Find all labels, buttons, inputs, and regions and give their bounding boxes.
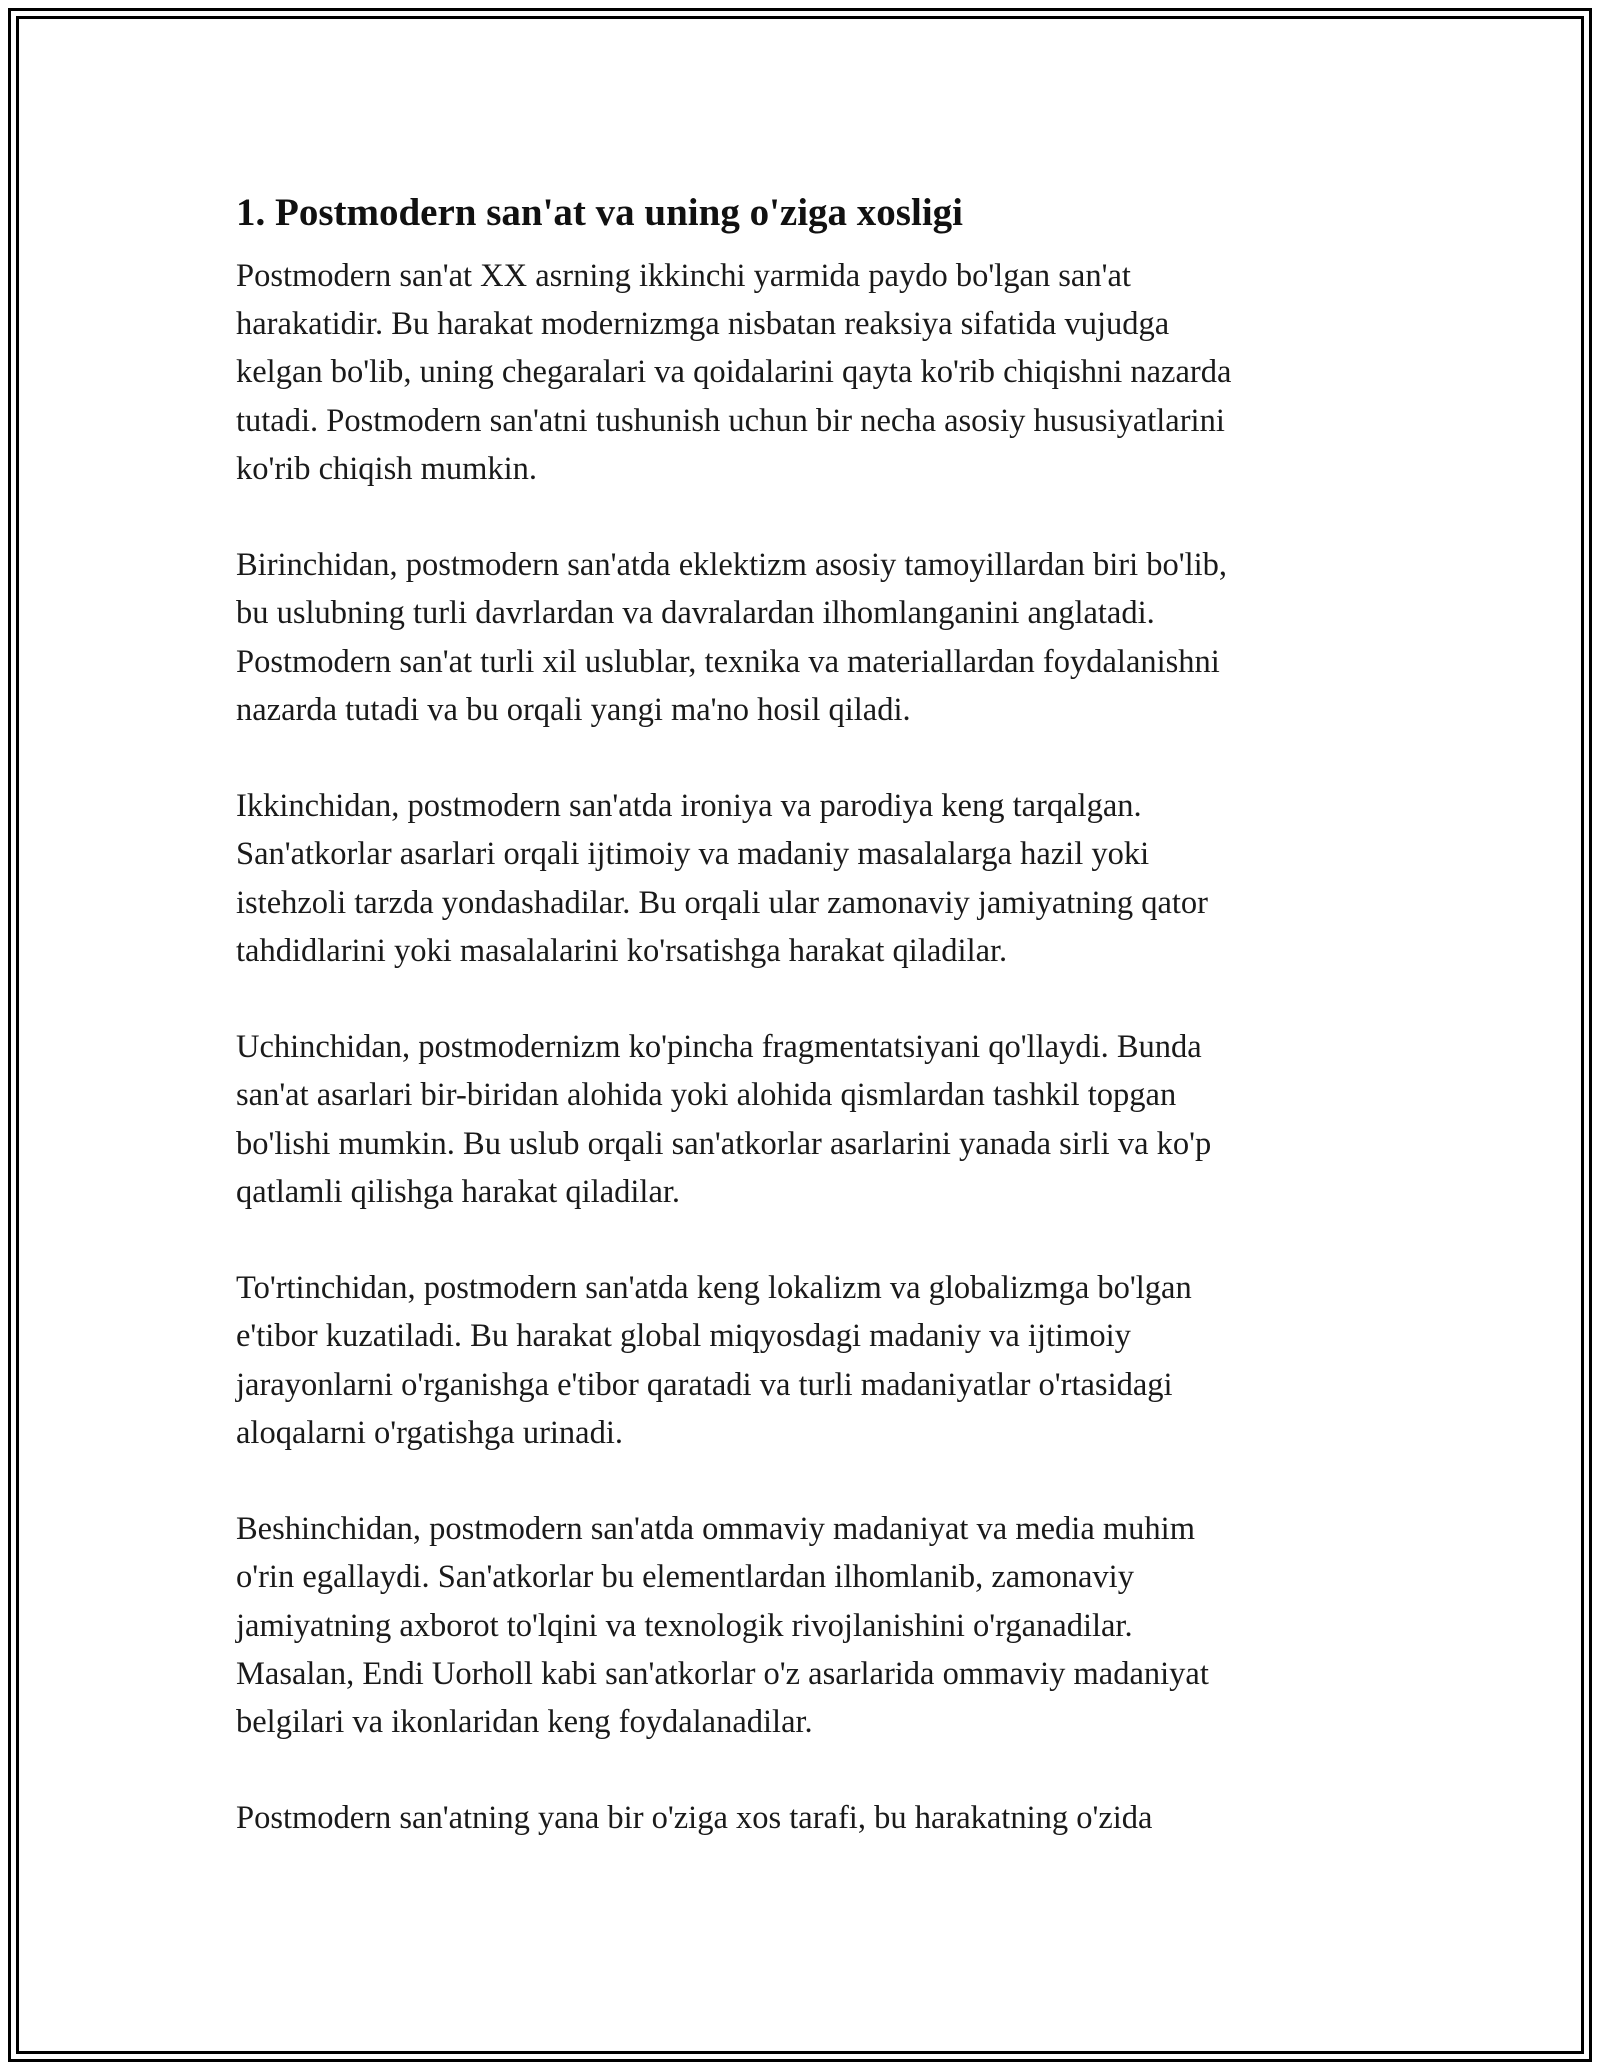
paragraph-line: tutadi. Postmodern san'atni tushunish uchun bir necha asosiy hususiyatlarini (236, 402, 1225, 439)
paragraph-list (236, 252, 1366, 1843)
paragraph-line: Postmodern san'at XX asrning ikkinchi yarmida paydo bo'lgan san'at (236, 258, 1131, 294)
paragraph-line: To'rtinchidan, postmodern san'atda keng lokalizm va globalizmga bo'lgan (236, 1270, 1192, 1307)
paragraph-line: istehzoli tarzda yondashadilar. Bu orqali ular zamonaviy jamiyatning qator (236, 884, 1209, 921)
paragraph-line: Beshinchidan, postmodern san'atda ommaviy madaniyat va media muhim (236, 1511, 1195, 1548)
paragraph-line: bo'lishi mumkin. Bu uslub orqali san'atkorlar asarlarini yanada sirli va ko'p (236, 1125, 1212, 1162)
paragraph (236, 1023, 1366, 1216)
paragraph (236, 782, 1366, 975)
paragraph-line: jarayonlarni o'rganishga e'tibor qaratadi va turli madaniyatlar o'rtasidagi (236, 1366, 1173, 1403)
paragraph (236, 1264, 1366, 1457)
paragraph-line: e'tibor kuzatiladi. Bu harakat global miqyosdagi madaniy va ijtimoiy (236, 1318, 1131, 1355)
paragraph-line: kelgan bo'lib, uning chegaralari va qoidalarini qayta ko'rib chiqishni nazarda (236, 354, 1232, 391)
paragraph-line: Uchinchidan, postmodernizm ko'pincha fragmentatsiyani qo'llaydi. Bunda (236, 1029, 1202, 1066)
paragraph-line: qatlamli qilishga harakat qiladilar. (236, 1173, 681, 1210)
paragraph-line: San'atkorlar asarlari orqali ijtimoiy va madaniy masalalarga hazil yoki (236, 836, 1150, 873)
paragraph-line: Masalan, Endi Uorholl kabi san'atkorlar o'z asarlarida ommaviy madaniyat (236, 1655, 1209, 1692)
paragraph-line: o'rin egallaydi. San'atkorlar bu elementlardan ilhomlanib, zamonaviy (236, 1559, 1134, 1596)
paragraph-line: Birinchidan, postmodern san'atda eklektizm asosiy tamoyillardan biri bo'lib, (236, 547, 1228, 584)
paragraph-line: nazarda tutadi va bu orqali yangi ma'no hosil qiladi. (236, 691, 911, 728)
paragraph (236, 1794, 1366, 1842)
paragraph (236, 541, 1366, 734)
paragraph-line: harakatidir. Bu harakat modernizmga nisbatan reaksiya sifatida vujudga (236, 306, 1170, 343)
paragraph-line: tahdidlarini yoki masalalarini ko'rsatishga harakat qiladilar. (236, 932, 1008, 969)
paragraph-line: Postmodern san'at turli xil uslublar, texnika va materiallardan foydalanishni (236, 643, 1220, 680)
paragraph-line: san'at asarlari bir-biridan alohida yoki alohida qismlardan tashkil topgan (236, 1077, 1177, 1114)
paragraph (236, 252, 1366, 493)
paragraph (236, 1505, 1366, 1746)
paragraph-line: Postmodern san'atning yana bir o'ziga xos tarafi, bu harakatning o'zida (236, 1800, 1153, 1837)
paragraph-line: Ikkinchidan, postmodern san'atda ironiya va parodiya keng tarqalgan. (236, 788, 1142, 825)
paragraph-line: aloqalarni o'rgatishga urinadi. (236, 1414, 624, 1451)
section-heading: 1. Postmodern san'at va uning o'ziga xosligi (236, 191, 963, 234)
paragraph-line: bu uslubning turli davrlardan va davralardan ilhomlanganini anglatadi. (236, 595, 1155, 632)
paragraph-line: jamiyatning axborot to'lqini va texnologik rivojlanishini o'rganadilar. (236, 1607, 1133, 1644)
paragraph-line: belgilari va ikonlaridan keng foydalanadilar. (236, 1704, 813, 1741)
paragraph-line: ko'rib chiqish mumkin. (236, 450, 538, 487)
document-content (236, 186, 1366, 1891)
